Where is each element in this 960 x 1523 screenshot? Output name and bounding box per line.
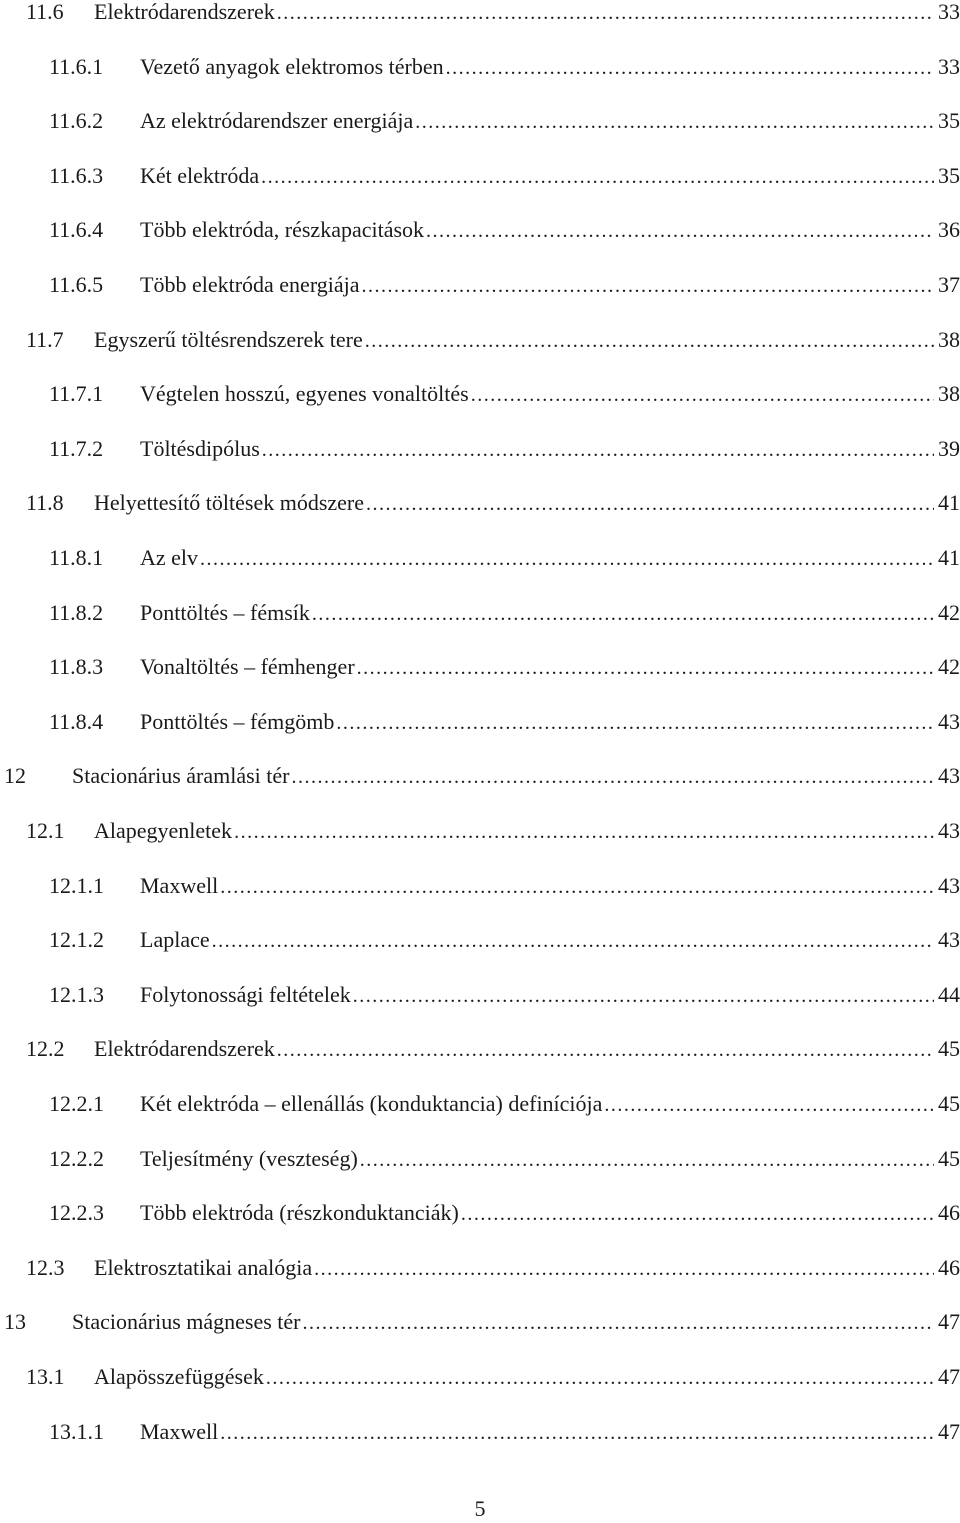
toc-entry[interactable] [0, 161, 960, 191]
dot-leader [220, 1418, 934, 1448]
toc-entry-number: 12.1.1 [49, 872, 104, 898]
toc-entry-number: 13.1.1 [49, 1418, 104, 1444]
toc-entry-line [94, 1034, 960, 1065]
toc-entry-page: 47 [938, 1309, 960, 1335]
toc-entry[interactable] [0, 816, 960, 846]
toc-entry-title: Vonaltöltés – fémhenger [140, 654, 355, 680]
toc-entry[interactable] [0, 325, 960, 355]
toc-entry-number: 12.1.2 [49, 927, 104, 953]
toc-entry-title: Több elektróda (részkonduktanciák) [140, 1200, 459, 1226]
toc-entry-page: 47 [938, 1418, 960, 1444]
toc-entry-number: 13.1 [26, 1364, 65, 1389]
toc-entry-number: 11.8.4 [49, 708, 104, 734]
toc-entry-page: 45 [938, 1036, 960, 1062]
toc-entry-line [140, 215, 960, 246]
toc-entry-number: 11.8.1 [49, 545, 104, 570]
dot-leader [234, 817, 934, 847]
toc-entry[interactable] [0, 106, 960, 136]
dot-leader [212, 926, 934, 956]
toc-entry-line [72, 1307, 960, 1338]
toc-entry[interactable] [0, 52, 960, 82]
toc-entry-title: Vezető anyagok elektromos térben [140, 53, 444, 79]
toc-entry-number: 11.7.2 [49, 435, 104, 461]
toc-entry-line [140, 1144, 960, 1175]
toc-entry[interactable] [0, 1144, 960, 1174]
dot-leader [266, 1363, 934, 1393]
toc-entry-page: 42 [938, 654, 960, 680]
toc-entry[interactable] [0, 980, 960, 1010]
toc-entry-number: 12.2.2 [49, 1145, 104, 1171]
toc-entry[interactable] [0, 1417, 960, 1447]
toc-entry-title: Ponttöltés – fémsík [140, 599, 310, 625]
toc-entry-title: Végtelen hosszú, egyenes vonaltöltés [140, 381, 469, 407]
toc-entry-title: Maxwell [140, 1418, 219, 1444]
toc-entry-page: 45 [938, 1145, 960, 1171]
toc-entry-number: 12.3 [26, 1254, 65, 1280]
toc-entry-line [140, 52, 960, 83]
dot-leader [220, 872, 934, 902]
toc-entry-line [94, 488, 960, 519]
toc-entry[interactable] [0, 1253, 960, 1283]
toc-entry-number: 11.6.1 [49, 53, 104, 79]
toc-entry[interactable] [0, 379, 960, 409]
dot-leader [461, 1199, 934, 1229]
toc-entry[interactable] [0, 707, 960, 737]
dot-leader [303, 1308, 935, 1338]
toc-entry-title: Teljesítmény (veszteség) [140, 1145, 358, 1171]
toc-entry-page: 35 [938, 108, 960, 134]
toc-entry-title: Elektrosztatikai analógia [94, 1254, 313, 1280]
toc-entry-page: 43 [938, 818, 960, 843]
toc-entry-line [140, 434, 960, 465]
toc-entry-page: 33 [938, 53, 960, 79]
toc-entry-page: 43 [938, 927, 960, 953]
toc-entry-page: 38 [938, 326, 960, 352]
dot-leader [604, 1090, 934, 1120]
toc-entry[interactable] [0, 925, 960, 955]
toc-entry-line [94, 1362, 960, 1393]
dot-leader [365, 326, 934, 356]
toc-entry-number: 11.7.1 [49, 381, 104, 407]
toc-entry-number: 11.6.2 [49, 108, 104, 134]
dot-leader [262, 435, 934, 465]
toc-entry-title: Laplace [140, 927, 210, 953]
toc-entry-title: Alapegyenletek [94, 818, 233, 843]
toc-entry-page: 46 [938, 1254, 960, 1280]
toc-entry-number: 11.6.5 [49, 272, 104, 297]
toc-entry[interactable] [0, 1198, 960, 1228]
dot-leader [362, 271, 935, 301]
toc-entry-title: Helyettesítő töltések módszere [94, 490, 365, 516]
toc-entry[interactable] [0, 598, 960, 628]
toc-entry-page: 39 [938, 435, 960, 461]
toc-entry-title: Alapösszefüggések [94, 1364, 264, 1389]
toc-entry-page: 43 [938, 763, 960, 789]
toc-entry-line [140, 270, 960, 301]
dot-leader [446, 53, 934, 83]
dot-leader [277, 1035, 934, 1065]
toc-entry-line [94, 325, 960, 356]
toc-entry-title: Elektródarendszerek [94, 0, 275, 24]
toc-entry-number: 12.2.3 [49, 1200, 104, 1226]
dot-leader [314, 1254, 934, 1284]
toc-entry-line [140, 652, 960, 683]
toc-entry[interactable] [0, 1307, 960, 1337]
toc-entry-page: 33 [938, 0, 960, 24]
toc-entry-title: Stacionárius áramlási tér [72, 763, 290, 789]
toc-entry-page: 37 [938, 272, 960, 297]
toc-entry-number: 13 [4, 1309, 26, 1335]
toc-entry[interactable] [0, 1362, 960, 1392]
toc-entry[interactable] [0, 1089, 960, 1119]
page-number: 5 [474, 1496, 486, 1521]
toc-entry-line [140, 161, 960, 192]
toc-entry[interactable] [0, 543, 960, 573]
toc-entry-page: 43 [938, 708, 960, 734]
toc-entry[interactable] [0, 270, 960, 300]
toc-entry[interactable] [0, 871, 960, 901]
toc-entry[interactable] [0, 761, 960, 791]
toc-entry-title: Egyszerű töltésrendszerek tere [94, 326, 363, 352]
dot-leader [261, 162, 934, 192]
dot-leader [277, 0, 934, 28]
toc-entry-page: 46 [938, 1200, 960, 1226]
toc-entry-title: Több elektróda, részkapacitások [140, 217, 425, 243]
toc-entry-line [140, 707, 960, 738]
toc-entry-number: 11.7 [26, 326, 64, 352]
toc-entry-page: 36 [938, 217, 960, 243]
toc-entry-number: 11.8.3 [49, 654, 104, 680]
toc-entry-line [94, 0, 960, 28]
toc-entry-line [140, 598, 960, 629]
toc-entry-title: Több elektróda energiája [140, 272, 360, 297]
dot-leader [366, 489, 934, 519]
toc-entry[interactable] [0, 434, 960, 464]
toc-entry[interactable] [0, 652, 960, 682]
toc-entry-line [140, 379, 960, 410]
toc-entry-title: Maxwell [140, 872, 219, 898]
toc-entry-page: 41 [938, 545, 960, 570]
toc-entry-page: 35 [938, 162, 960, 188]
toc-entry-title: Az elektródarendszer energiája [140, 108, 414, 134]
dot-leader [200, 544, 934, 574]
toc-entry-line [140, 980, 960, 1011]
toc-entry[interactable] [0, 0, 960, 27]
dot-leader [353, 981, 934, 1011]
toc-entry-line [140, 1198, 960, 1229]
toc-entry-page: 42 [938, 599, 960, 625]
dot-leader [360, 1145, 934, 1175]
dot-leader [357, 653, 934, 683]
toc-entry-page: 41 [938, 490, 960, 516]
toc-entry-line [140, 543, 960, 574]
toc-entry[interactable] [0, 488, 960, 518]
toc-entry-line [140, 1417, 960, 1448]
toc-entry-title: Töltésdipólus [140, 435, 260, 461]
toc-entry-line [72, 761, 960, 792]
toc-entry-line [140, 106, 960, 137]
toc-entry[interactable] [0, 1034, 960, 1064]
toc-entry-page: 38 [938, 381, 960, 407]
toc-entry-line [140, 925, 960, 956]
toc-entry-line [140, 871, 960, 902]
dot-leader [312, 599, 934, 629]
toc-entry-page: 44 [938, 981, 960, 1007]
toc-entry-title: Két elektróda [140, 162, 260, 188]
toc-entry-line [94, 816, 960, 847]
toc-entry-number: 12.1.3 [49, 981, 104, 1007]
toc-entry-number: 12.2 [26, 1036, 65, 1062]
toc-entry-title: Két elektróda – ellenállás (konduktancia) definíciója [140, 1091, 603, 1116]
toc-entry-number: 12.1 [26, 818, 65, 843]
dot-leader [415, 107, 934, 137]
toc-entry[interactable] [0, 215, 960, 245]
toc-entry-title: Az elv [140, 545, 199, 570]
toc-entry-number: 11.6 [26, 0, 64, 24]
toc-entry-title: Stacionárius mágneses tér [72, 1309, 301, 1335]
toc-entry-page: 47 [938, 1364, 960, 1389]
dot-leader [336, 708, 934, 738]
toc-entry-line [140, 1089, 960, 1120]
toc-entry-number: 12 [4, 763, 26, 789]
toc-entry-title: Folytonossági feltételek [140, 981, 351, 1007]
toc-entry-page: 45 [938, 1091, 960, 1116]
toc-entry-title: Ponttöltés – fémgömb [140, 708, 335, 734]
dot-leader [471, 380, 934, 410]
toc-entry-number: 12.2.1 [49, 1091, 104, 1116]
dot-leader [291, 762, 934, 792]
toc-entry-page: 43 [938, 872, 960, 898]
toc-entry-number: 11.8 [26, 490, 64, 516]
toc-entry-title: Elektródarendszerek [94, 1036, 275, 1062]
dot-leader [426, 216, 934, 246]
toc-entry-number: 11.6.4 [49, 217, 104, 243]
toc-entry-number: 11.8.2 [49, 599, 104, 625]
toc-entry-number: 11.6.3 [49, 162, 104, 188]
toc-entry-line [94, 1253, 960, 1284]
